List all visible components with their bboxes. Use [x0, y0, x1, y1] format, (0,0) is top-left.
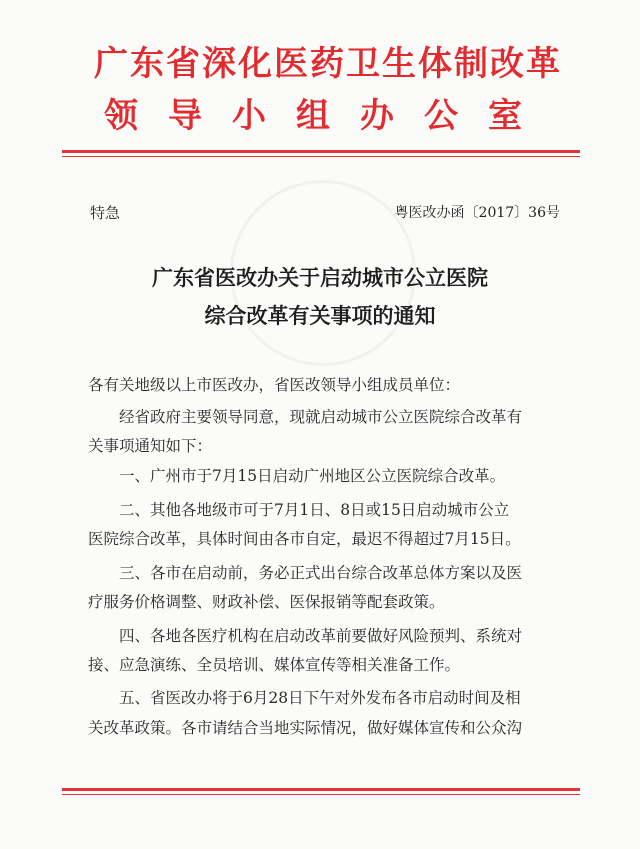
body-line: 接、应急演练、全员培训、媒体宣传等相关准备工作。	[88, 656, 461, 674]
body-line: 各有关地级以上市医改办，省医改领导小组成员单位：	[88, 376, 461, 394]
body-line: 关改革政策。各市请结合当地实际情况，做好媒体宣传和公众沟	[88, 719, 523, 737]
issuer-header-line2: 领导小组办公室	[104, 96, 552, 136]
issuer-header-line1: 广东省深化医药卫生体制改革	[94, 44, 562, 84]
footer-rule-thick	[62, 788, 580, 791]
document-title-line2: 综合改革有关事项的通知	[204, 303, 436, 328]
document-title-line1: 广东省医改办关于启动城市公立医院	[152, 265, 488, 290]
body-line: 五、省医改办将于6月28日下午对外发布各市启动时间及相	[88, 689, 521, 707]
body-line: 三、各市在启动前，务必正式出台综合改革总体方案以及医	[88, 564, 523, 582]
body-line: 二、其他各地级市可于7月1日、8日或15日启动城市公立	[88, 501, 510, 519]
header-rule-thin	[62, 156, 580, 157]
body-line: 经省政府主要领导同意，现就启动城市公立医院综合改革有	[88, 408, 523, 426]
body-line: 一、广州市于7月15日启动广州地区公立医院综合改革。	[88, 467, 506, 485]
header-rule-thick	[62, 150, 580, 153]
body-line: 医院综合改革，具体时间由各市自定，最迟不得超过7月15日。	[88, 530, 521, 548]
urgency-label: 特急	[90, 204, 121, 222]
footer-rule-thin	[62, 794, 580, 795]
body-line: 关事项通知如下：	[88, 437, 213, 455]
body-line: 四、各地各医疗机构在启动改革前要做好风险预判、系统对	[88, 627, 523, 645]
body-line: 疗服务价格调整、财政补偿、医保报销等配套政策。	[88, 593, 445, 611]
document-number: 粤医改办函〔2017〕36号	[394, 205, 560, 221]
